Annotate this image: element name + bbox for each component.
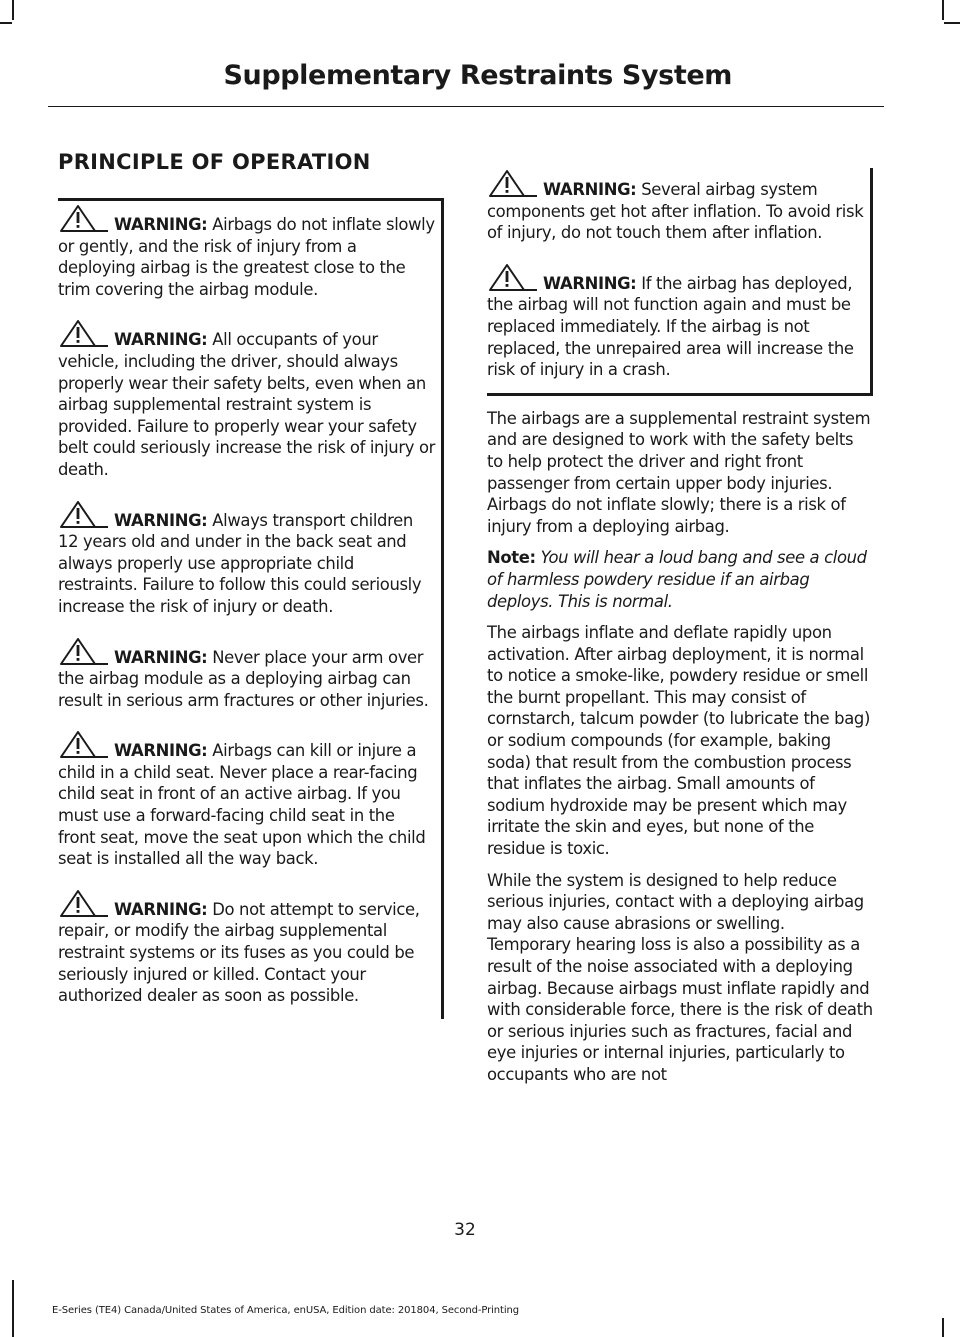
warning-text: Always transport children 12 years old and under in the back seat and always properly use appropriate child restraints. Failure to follow this could seriously increase the risk of injury or death. bbox=[58, 510, 422, 616]
body-text bbox=[487, 408, 873, 1086]
warning-item bbox=[58, 203, 435, 300]
warning-item bbox=[58, 729, 435, 870]
warning-triangle-icon bbox=[58, 499, 110, 529]
right-warning-box bbox=[487, 168, 873, 396]
page-header-title: Supplementary Restraints System bbox=[223, 60, 732, 91]
warning-triangle-icon bbox=[58, 636, 110, 666]
note-label: Note: bbox=[487, 548, 536, 568]
header-rule bbox=[48, 106, 884, 107]
warning-text: Airbags do not inflate slowly or gently, and the risk of injury from a deploying airbag is the greatest close to the trim covering the airbag module. bbox=[58, 215, 435, 299]
warning-text: Airbags can kill or injure a child in a child seat. Never place a rear-facing child seat in front of an active airbag. If you must use a forward-facing child seat in the front seat, move the seat upon which the child seat is installed all the way back. bbox=[58, 741, 426, 869]
crop-mark-top-left-vertical bbox=[12, 0, 14, 20]
warning-triangle-icon bbox=[58, 888, 110, 918]
warning-triangle-icon bbox=[487, 168, 539, 198]
warning-item bbox=[58, 888, 435, 1007]
warning-triangle-icon bbox=[487, 262, 539, 292]
paragraph-injury-risk: While the system is designed to help reduce serious injuries, contact with a deploying airbag may also cause abrasions or swelling. Temporary hearing loss is also a possibility as a result of the noise associated with a deploying airbag. Because airbags must inflate rapidly and with considerable force, there is the risk of death or serious injuries such as fractures, facial and eye injuries or internal injuries, particularly to occupants who are not bbox=[487, 870, 873, 1084]
warning-item bbox=[487, 168, 864, 244]
footer-edition-text: E-Series (TE4) Canada/United States of America, enUSA, Edition date: 201804, Second-Printing bbox=[52, 1305, 519, 1316]
paragraph-inflate-deflate: The airbags inflate and deflate rapidly upon activation. After airbag deployment, it is normal to notice a smoke-like, powdery residue or smell the burnt propellant. This may consist of cornstarch, talcum powder (to lubricate the bag) or sodium compounds (for example, baking soda) that result from the combustion process that inflates the airbag. Small amounts of sodium hydroxide may be present which may irritate the skin and eyes, but none of the residue is toxic. bbox=[487, 623, 870, 859]
warning-label: WARNING: bbox=[114, 510, 208, 530]
warning-label: WARNING: bbox=[114, 330, 208, 350]
warning-item bbox=[58, 499, 435, 618]
warning-label: WARNING: bbox=[114, 741, 208, 761]
left-warning-box bbox=[58, 198, 444, 1019]
warning-label: WARNING: bbox=[543, 180, 637, 199]
warning-item bbox=[58, 318, 435, 480]
crop-mark-bottom-right-vertical bbox=[942, 1318, 944, 1337]
warning-text: Do not attempt to service, repair, or modify the airbag supplemental restraint systems or its fuses as you could be seriously injured or killed. Contact your authorized dealer as soon as possible. bbox=[58, 899, 420, 1006]
warning-item bbox=[487, 262, 864, 381]
warning-label: WARNING: bbox=[114, 899, 208, 919]
crop-mark-top-right-horizontal bbox=[944, 22, 960, 24]
warning-triangle-icon bbox=[58, 318, 110, 348]
note-text: You will hear a loud bang and see a cloud of harmless powdery residue if an airbag deploys. This is normal. bbox=[487, 548, 867, 611]
warning-label: WARNING: bbox=[114, 647, 208, 667]
warning-item bbox=[58, 636, 435, 712]
page-number: 32 bbox=[454, 1220, 476, 1240]
crop-mark-top-left-horizontal bbox=[0, 22, 12, 24]
crop-mark-top-right-vertical bbox=[942, 0, 944, 20]
warning-label: WARNING: bbox=[543, 273, 637, 293]
warning-text: All occupants of your vehicle, including the driver, should always properly wear their safety belts, even when an airbag supplemental restraint system is provided. Failure to properly wear your safety belt could seriously increase the risk of injury or death. bbox=[58, 330, 436, 479]
right-column bbox=[487, 150, 873, 1096]
paragraph-supplemental: The airbags are a supplemental restraint system and are designed to work with the safety belts to help protect the driver and right front passenger from certain upper body injuries. Airbags do not inflate slowly; there is a risk of injury from a deploying airbag. bbox=[487, 408, 871, 536]
left-column bbox=[58, 198, 444, 1019]
crop-mark-bottom-left-vertical bbox=[12, 1280, 14, 1337]
warning-text: If the airbag has deployed, the airbag will not function again and must be replaced immediately. If the airbag is not replaced, the unrepaired area will increase the risk of injury in a crash. bbox=[487, 273, 854, 380]
note bbox=[487, 547, 873, 612]
warning-text: Several airbag system components get hot after inflation. To avoid risk of injury, do not touch them after inflation. bbox=[487, 180, 864, 243]
warning-triangle-icon bbox=[58, 729, 110, 759]
warning-label: WARNING: bbox=[114, 215, 208, 234]
warning-text: Never place your arm over the airbag module as a deploying airbag can result in serious arm fractures or other injuries. bbox=[58, 647, 429, 710]
section-title: PRINCIPLE OF OPERATION bbox=[58, 150, 371, 174]
warning-triangle-icon bbox=[58, 203, 110, 233]
